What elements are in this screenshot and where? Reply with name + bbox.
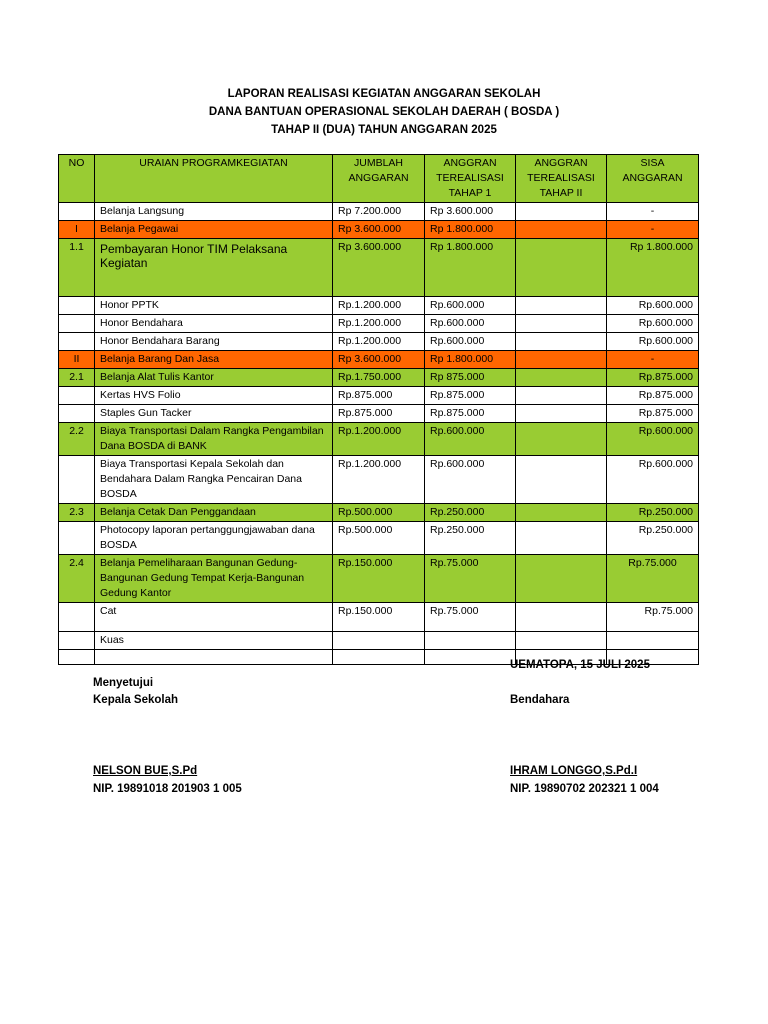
cell-uraian: Belanja Pemeliharaan Bangunan Gedung-Bangunan Gedung Tempat Kerja-Bangunan Gedung Kantor [95,555,333,603]
table-row [59,221,699,239]
cell-tahap1: Rp 875.000 [425,369,516,387]
cell-no: 2.3 [59,504,95,522]
table-row [59,522,699,555]
cell-uraian: Photocopy laporan pertanggungjawaban dana BOSDA [95,522,333,555]
cell-tahap2 [516,555,607,603]
cell-no: 2.1 [59,369,95,387]
table-header-row [59,155,699,203]
cell-no [59,405,95,423]
table-row [59,387,699,405]
table-row [59,603,699,632]
cell-tahap2 [516,522,607,555]
approve-label: Menyetujui [93,677,154,689]
cell-sisa: Rp.250.000 [607,522,699,555]
cell-jumlah: Rp.1.200.000 [333,423,425,456]
cell-tahap1: Rp 1.800.000 [425,221,516,239]
table-row [59,405,699,423]
header-uraian: URAIAN PROGRAMKEGIATAN [95,155,333,203]
cell-no: 2.4 [59,555,95,603]
cell-uraian: Belanja Langsung [95,203,333,221]
table-row [59,456,699,504]
cell-jumlah: Rp 3.600.000 [333,351,425,369]
cell-uraian: Belanja Barang Dan Jasa [95,351,333,369]
cell-no: II [59,351,95,369]
table-row [59,315,699,333]
cell-tahap1: Rp.600.000 [425,456,516,504]
cell-tahap1: Rp 3.600.000 [425,203,516,221]
cell-sisa: Rp.75.000 [607,555,699,603]
cell-no [59,203,95,221]
cell-sisa: Rp.875.000 [607,369,699,387]
cell-no: I [59,221,95,239]
cell-tahap2 [516,603,607,632]
cell-uraian: Honor Bendahara [95,315,333,333]
cell-jumlah: Rp 3.600.000 [333,239,425,297]
table-row [59,351,699,369]
cell-tahap1 [425,650,516,665]
cell-sisa: - [607,351,699,369]
table-row [59,203,699,221]
cell-sisa: Rp.600.000 [607,456,699,504]
cell-uraian: Belanja Pegawai [95,221,333,239]
cell-tahap1: Rp.75.000 [425,603,516,632]
cell-uraian: Biaya Transportasi Dalam Rangka Pengambilan Dana BOSDA di BANK [95,423,333,456]
principal-nip: NIP. 19891018 201903 1 005 [93,783,242,795]
table-row [59,632,699,650]
cell-jumlah: Rp.150.000 [333,555,425,603]
cell-jumlah: Rp.150.000 [333,603,425,632]
cell-uraian: Kuas [95,632,333,650]
cell-sisa: - [607,221,699,239]
treasurer-nip: NIP. 19890702 202321 1 004 [510,783,659,795]
table-row [59,297,699,315]
cell-tahap2 [516,504,607,522]
cell-jumlah [333,650,425,665]
cell-no: 2.2 [59,423,95,456]
cell-tahap2 [516,333,607,351]
place-date: UEMATOPA, 15 JULI 2025 [510,659,650,671]
cell-sisa: Rp 1.800.000 [607,239,699,297]
cell-uraian: Staples Gun Tacker [95,405,333,423]
cell-tahap1: Rp.600.000 [425,297,516,315]
report-title-line-3: TAHAP II (DUA) TAHUN ANGGARAN 2025 [271,124,497,136]
cell-no: 1.1 [59,239,95,297]
cell-tahap2 [516,221,607,239]
cell-sisa: Rp.875.000 [607,387,699,405]
cell-sisa: Rp.875.000 [607,405,699,423]
cell-uraian: Cat [95,603,333,632]
cell-tahap2 [516,203,607,221]
cell-tahap1: Rp.875.000 [425,405,516,423]
cell-uraian: Belanja Cetak Dan Penggandaan [95,504,333,522]
budget-table [58,154,699,665]
cell-tahap1: Rp.250.000 [425,522,516,555]
cell-jumlah: Rp.1.200.000 [333,297,425,315]
cell-no [59,456,95,504]
cell-uraian: Biaya Transportasi Kepala Sekolah dan Bendahara Dalam Rangka Pencairan Dana BOSDA [95,456,333,504]
table-row [59,333,699,351]
treasurer-name: IHRAM LONGGO,S.Pd.I [510,765,638,777]
cell-tahap1: Rp 1.800.000 [425,239,516,297]
table-row [59,504,699,522]
cell-tahap2 [516,405,607,423]
cell-sisa: - [607,203,699,221]
cell-jumlah: Rp 3.600.000 [333,221,425,239]
cell-sisa: Rp.600.000 [607,315,699,333]
cell-uraian: Honor Bendahara Barang [95,333,333,351]
cell-sisa: Rp.600.000 [607,423,699,456]
header-tahap2: ANGGRAN TEREALISASI TAHAP II [516,155,607,203]
cell-no [59,603,95,632]
cell-tahap1: Rp.600.000 [425,423,516,456]
cell-no [59,632,95,650]
cell-tahap2 [516,239,607,297]
header-sisa: SISA ANGGARAN [607,155,699,203]
cell-jumlah: Rp.1.200.000 [333,315,425,333]
cell-tahap2 [516,369,607,387]
cell-tahap2 [516,456,607,504]
cell-no [59,387,95,405]
cell-tahap1: Rp.600.000 [425,333,516,351]
cell-no [59,333,95,351]
cell-no [59,315,95,333]
treasurer-role: Bendahara [510,694,570,706]
cell-no [59,522,95,555]
header-jumlah: JUMBLAH ANGGARAN [333,155,425,203]
cell-sisa: Rp.250.000 [607,504,699,522]
cell-tahap1 [425,632,516,650]
principal-role: Kepala Sekolah [93,694,179,706]
cell-tahap2 [516,315,607,333]
cell-jumlah: Rp.1.200.000 [333,333,425,351]
cell-jumlah [333,632,425,650]
report-title-line-1: LAPORAN REALISASI KEGIATAN ANGGARAN SEKOLAH [227,88,541,100]
header-no: NO [59,155,95,203]
cell-jumlah: Rp.1.200.000 [333,456,425,504]
cell-jumlah: Rp.1.750.000 [333,369,425,387]
table-row [59,369,699,387]
cell-uraian: Honor PPTK [95,297,333,315]
cell-tahap1: Rp.250.000 [425,504,516,522]
cell-tahap2 [516,297,607,315]
cell-tahap2 [516,632,607,650]
cell-tahap1: Rp.75.000 [425,555,516,603]
cell-sisa: Rp.600.000 [607,297,699,315]
cell-no [59,650,95,665]
cell-no [59,297,95,315]
cell-tahap2 [516,387,607,405]
cell-uraian: Kertas HVS Folio [95,387,333,405]
cell-sisa [607,632,699,650]
cell-tahap1: Rp 1.800.000 [425,351,516,369]
cell-jumlah: Rp.500.000 [333,504,425,522]
cell-tahap1: Rp.875.000 [425,387,516,405]
header-tahap1: ANGGRAN TEREALISASI TAHAP 1 [425,155,516,203]
cell-tahap2 [516,423,607,456]
table-row [59,555,699,603]
principal-name: NELSON BUE,S.Pd [93,765,198,777]
cell-jumlah: Rp.500.000 [333,522,425,555]
cell-tahap1: Rp.600.000 [425,315,516,333]
cell-uraian: Pembayaran Honor TIM Pelaksana Kegiatan [95,239,333,297]
cell-jumlah: Rp 7.200.000 [333,203,425,221]
table-row [59,423,699,456]
cell-tahap2 [516,351,607,369]
cell-jumlah: Rp.875.000 [333,387,425,405]
cell-uraian [95,650,333,665]
report-title-line-2: DANA BANTUAN OPERASIONAL SEKOLAH DAERAH ( BOSDA ) [208,106,560,118]
table-row [59,239,699,297]
cell-jumlah: Rp.875.000 [333,405,425,423]
cell-uraian: Belanja Alat Tulis Kantor [95,369,333,387]
cell-sisa: Rp.600.000 [607,333,699,351]
cell-sisa: Rp.75.000 [607,603,699,632]
